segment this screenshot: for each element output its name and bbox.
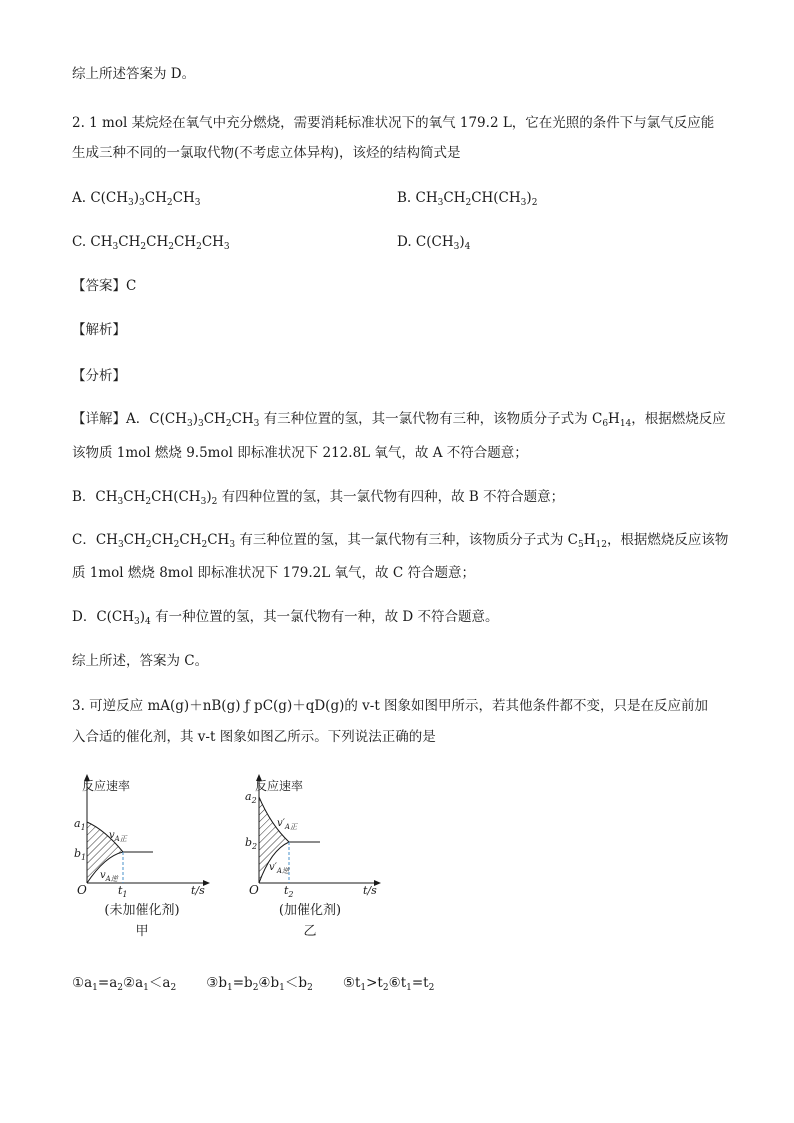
figure-jia-caption: (未加催化剂) bbox=[104, 903, 180, 918]
question-2-stem: 2. 1 mol 某烷烃在氧气中充分燃烧，需要消耗标准状况下的氧气 179.2 L，它在光照的条件下与氯气反应能 bbox=[72, 115, 715, 131]
origin-label: O bbox=[77, 883, 87, 897]
v-forward-label: $v_{A正}$ bbox=[109, 830, 127, 843]
figure-yi bbox=[233, 770, 393, 899]
analysis-heading: 【解析】 bbox=[72, 322, 126, 338]
detail-c-line1: C．$CH_3CH_2CH_2CH_2CH_3$ 有三种位置的氢，其一氯代物有三种，该物质分子式为 $C_5H_{12}$，根据燃烧反应该物 bbox=[72, 532, 729, 550]
v-reverse-label: $v_{A逆}$ bbox=[100, 870, 118, 883]
b1-label: $b_1$ bbox=[74, 847, 87, 862]
figure-jia-name: 甲 bbox=[135, 924, 149, 939]
t1-label: $t_1$ bbox=[118, 884, 128, 899]
statements-row: $①a_1=a_2②a_1<a_2$ $③b_1=b_2④b_1<b_2$ $⑤t_1>t_2⑥t_1=t_2$ bbox=[72, 975, 435, 993]
option-a: A. $C(CH_3)_3CH_2CH_3$ bbox=[72, 190, 201, 208]
b2-label: $b_2$ bbox=[245, 836, 258, 851]
detail-b-line: B．$CH_3CH_2CH(CH_3)_2$ 有四种位置的氢，其一氯代物有四种，故 B 不符合题意； bbox=[72, 489, 565, 507]
summary-line: 综上所述，答案为 C。 bbox=[72, 653, 209, 669]
x-axis-label: t/s bbox=[363, 884, 377, 897]
option-d: D. $C(CH_3)_4$ bbox=[397, 234, 471, 252]
question-3-stem: 3. 可逆反应 mA(g)＋nB(g) ƒ pC(g)＋qD(g)的 v-t 图象如图甲所示，若其他条件都不变，只是在反应前加 bbox=[72, 698, 709, 714]
detail-d-line: D．$C(CH_3)_4$ 有一种位置的氢，其一氯代物有一种，故 D 不符合题意。 bbox=[72, 609, 499, 627]
origin-label: O bbox=[249, 883, 259, 897]
detail-a-line1: 【详解】A．$C(CH_3)_3CH_2CH_3$ 有三种位置的氢，其一氯代物有三种，该物质分子式为 $C_6H_{14}$，根据燃烧反应 bbox=[72, 411, 726, 429]
y-axis-label: 反应速率 bbox=[82, 779, 131, 793]
figure-jia bbox=[60, 770, 220, 899]
figure-yi-name: 乙 bbox=[303, 924, 317, 939]
option-c: C. $CH_3CH_2CH_2CH_2CH_3$ bbox=[72, 234, 230, 252]
v-forward-label: $v'_{A正}$ bbox=[277, 818, 297, 831]
a2-label: $a_2$ bbox=[245, 790, 257, 805]
question-3-stem-cont: 入合适的催化剂，其 v-t 图象如图乙所示。下列说法正确的是 bbox=[72, 729, 436, 745]
a1-label: $a_1$ bbox=[74, 817, 86, 832]
option-b: B. $CH_3CH_2CH(CH_3)_2$ bbox=[397, 190, 538, 208]
x-axis-label: t/s bbox=[191, 884, 205, 897]
detail-c-line2: 质 1mol 燃烧 8mol 即标准状况下 179.2L 氧气，故 C 符合题意； bbox=[72, 565, 475, 581]
text-line: 综上所述答案为 D。 bbox=[72, 66, 196, 82]
y-axis-label: 反应速率 bbox=[255, 779, 304, 793]
v-reverse-label: $v'_{A逆}$ bbox=[269, 862, 289, 875]
question-2-stem-cont: 生成三种不同的一氯取代物(不考虑立体异构)，该烃的结构简式是 bbox=[72, 145, 461, 161]
detail-a-line2: 该物质 1mol 燃烧 9.5mol 即标准状况下 212.8L 氧气，故 A 不符合题意； bbox=[72, 445, 528, 461]
t2-label: $t_2$ bbox=[284, 884, 294, 899]
fenxi-heading: 【分析】 bbox=[72, 368, 126, 384]
answer-line: 【答案】C bbox=[72, 278, 137, 294]
figure-yi-caption: (加催化剂) bbox=[278, 903, 342, 918]
